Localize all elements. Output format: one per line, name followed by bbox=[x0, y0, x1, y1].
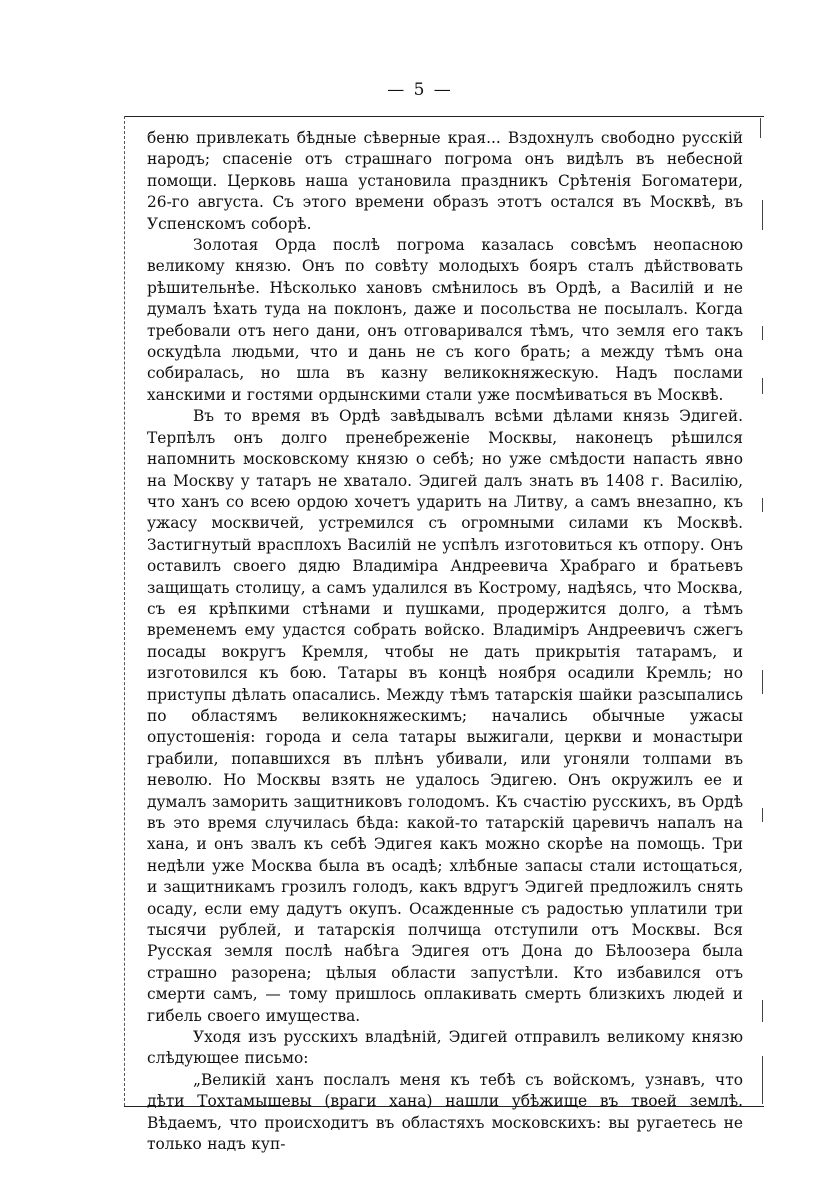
margin-tick bbox=[762, 1000, 763, 1022]
margin-tick bbox=[762, 200, 763, 230]
frame-top-rule bbox=[124, 116, 764, 117]
margin-tick bbox=[762, 326, 763, 340]
paragraph: Уходя изъ русскихъ владѣній, Эдигей отправилъ великому князю слѣдующее письмо: bbox=[147, 1028, 743, 1068]
body-text bbox=[147, 128, 743, 1156]
page-number: — 5 — bbox=[387, 80, 453, 100]
margin-tick bbox=[762, 1056, 763, 1104]
margin-tick bbox=[762, 378, 763, 394]
margin-tick bbox=[762, 808, 763, 822]
paragraph: „Великій ханъ послалъ меня къ тебѣ съ войскомъ, узнавъ, что дѣти Тохтамышевы (враги хана) нашли убѣжище въ твоей землѣ. Вѣдаемъ, что происходитъ въ областяхъ московскихъ: вы ругаетесь не только надъ куп- bbox=[147, 1070, 743, 1154]
margin-tick bbox=[762, 670, 763, 694]
margin-tick bbox=[760, 118, 761, 138]
paragraph: Золотая Орда послѣ погрома казалась совсѣмъ неопасною великому князю. Онъ по совѣту молодыхъ бояръ сталъ дѣйствовать рѣшительнѣе. Нѣсколько хановъ смѣнилось въ Ордѣ, а Василій и не думалъ ѣхать туда на поклонъ, даже и посольства не посылалъ. Когда требовали отъ него дани, онъ отговаривался тѣмъ, что земля его такъ оскудѣла людьми, что и дань не съ кого брать; а между тѣмъ она собиралась, но шла въ казну великокняжескую. Надъ послами ханскими и гостями ордынскими стали уже посмѣиваться въ Москвѣ. bbox=[147, 236, 743, 404]
frame-left-rule bbox=[124, 116, 125, 1106]
paragraph: Въ то время въ Ордѣ завѣдывалъ всѣми дѣлами князь Эдигей. Терпѣлъ онъ долго пренебреженіе Москвы, наконецъ рѣшился напомнить московскому князю о себѣ; но уже смѣдости напасть явно на Москву у татаръ не хватало. Эдигей далъ знать въ 1408 г. Василію, что ханъ со всею ордою хочетъ ударить на Литву, а самъ внезапно, къ ужасу москвичей, устремился съ огромными силами къ Москвѣ. Застигнутый врасплохъ Василій не успѣлъ изготовиться къ отпору. Онъ оставилъ своего дядю Владиміра Андреевича Храбраго и братьевъ защищать столицу, а самъ удалился въ Кострому, надѣясь, что Москва, съ ея крѣпкими стѣнами и пушками, продержится долго, а тѣмъ временемъ ему удастся собрать войско. Владиміръ Андреевичъ сжегъ посады вокругъ Кремля, чтобы не дать прикрытія татарамъ, и изготовился къ бою. Татары въ концѣ ноября осадили Кремль; но приступы дѣлать опасались. Между тѣмъ татарскія шайки разсыпались по областямъ великокняжескимъ; начались обычные ужасы опустошенія: города и села татары выжигали, церкви и монастыри грабили, попавшихся въ плѣнъ убивали, или угоняли толпами въ неволю. Но Москвы взять не удалось Эдигею. Онъ окружилъ ее и думалъ заморить защитниковъ голодомъ. Къ счастію русскихъ, въ Ордѣ въ это время случилась бѣда: какой-то татарскій царевичъ напалъ на хана, и онъ звалъ къ себѣ Эдигея какъ можно скорѣе на помощь. Три недѣли уже Москва была въ осадѣ; хлѣбные запасы стали истощаться, и защитникамъ грозилъ голодъ, какъ вдругъ Эдигей предложилъ снять осаду, если ему дадутъ окупъ. Осажденные съ радостью уплатили три тысячи рублей, и татарскія полчища отступили отъ Москвы. Вся Русская земля послѣ набѣга Эдигея отъ Дона до Бѣлоозера была страшно разорена; цѣлыя области запустѣли. Кто избавился отъ смерти самъ, — тому пришлось оплакивать смерть близкихъ людей и гибель своего имущества. bbox=[147, 407, 743, 1025]
paragraph: беню привлекать бѣдные сѣверные края... Вздохнулъ свободно русскій народъ; спасеніе отъ страшнаго погрома онъ видѣлъ въ небесной помощи. Церковь наша установила праздникъ Срѣтенія Богоматери, 26-го августа. Съ этого времени образъ этотъ остался въ Москвѣ, въ Успенскомъ соборѣ. bbox=[147, 129, 743, 233]
margin-tick bbox=[762, 498, 763, 512]
